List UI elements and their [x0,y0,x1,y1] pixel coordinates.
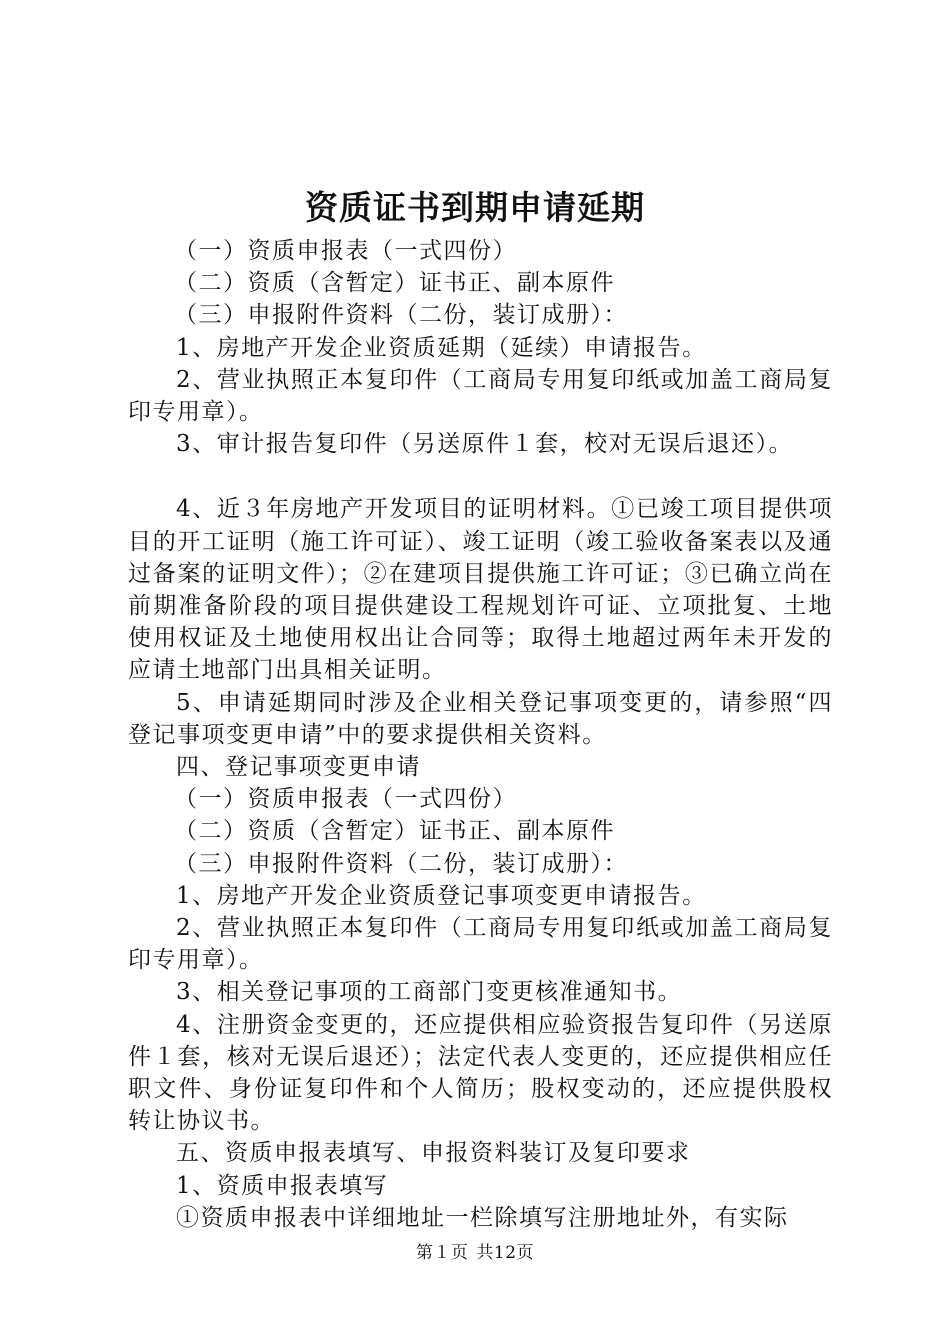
paragraph: （一）资质申报表（一式四份） [174,238,517,264]
page-total: 共12页 [476,1243,535,1263]
paragraph: （二）资质（含暂定）证书正、副本原件 [174,270,615,297]
paragraph-gap [128,460,833,493]
document-title: 资质证书到期申请延期 [305,188,645,227]
paragraph: （二）资质（含暂定）证书正、副本原件 [174,818,615,845]
paragraph: 3、相关登记事项的工商部门变更核准通知书。 [176,979,683,1006]
paragraph: （一）资质申报表（一式四份） [174,786,517,813]
paragraph: 1、房地产开发企业资质登记事项变更申请报告。 [176,882,707,909]
document-body [128,235,833,1234]
paragraph: （三）申报附件资料（二份，装订成册）： [174,850,628,877]
paragraph: 2、营业执照正本复印件（工商局专用复印纸或加盖工商局复印专用章）。 [128,915,833,974]
page-number: 第１页 [415,1243,469,1263]
paragraph: 4、注册资金变更的，还应提供相应验资报告复印件（另送原件１套，核对无误后退还）；法定代表人变更的，还应提供相应任职文件、身份证复印件和个人简历；股权变动的，还应提供股权转让协议书。 [128,1011,833,1135]
subsection-heading: 1、资质申报表填写 [176,1172,389,1199]
paragraph: 5、申请延期同时涉及企业相关登记事项变更的，请参照“四登记事项变更申请”中的要求提供相关资料。 [128,689,833,748]
paragraph: 1、房地产开发企业资质延期（延续）申请报告。 [176,334,707,361]
section-heading: 五、资质申报表填写、申报资料装订及复印要求 [176,1140,691,1167]
section-heading: 四、登记事项变更申请 [176,754,421,781]
paragraph: 2、营业执照正本复印件（工商局专用复印纸或加盖工商局复印专用章）。 [128,366,833,426]
paragraph: 4、近３年房地产开发项目的证明材料。①已竣工项目提供项目的开工证明（施工许可证）、竣工证明（竣工验收备案表以及通过备案的证明文件）；②在建项目提供施工许可证；③已确立尚在前期准备阶段的项目提供建设工程规划许可证、立项批复、土地使用权证及土地使用权出让合同等；取得土地超过两年未开发的应请土地部门出具相关证明。 [128,496,833,684]
paragraph: （三）申报附件资料（二份，装订成册）： [174,302,628,329]
page-footer [0,1242,950,1264]
paragraph: 3、审计报告复印件（另送原件１套，校对无误后退还）。 [176,431,794,458]
paragraph: ①资质申报表中详细地址一栏除填写注册地址外，有实际 [176,1204,789,1231]
